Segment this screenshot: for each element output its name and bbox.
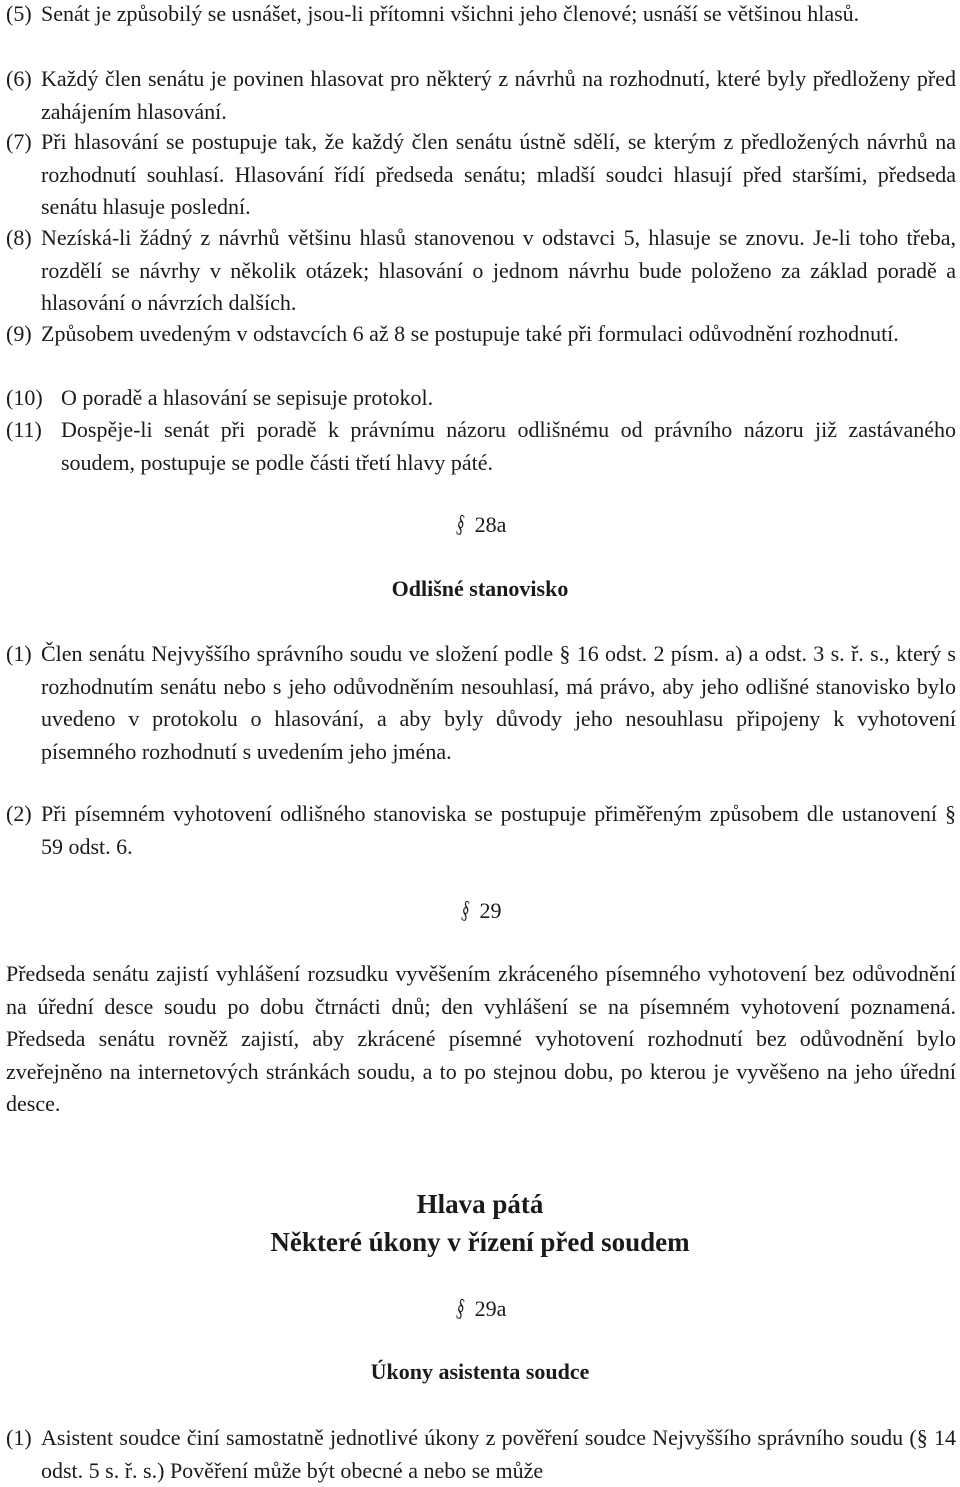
paragraph-10: [6, 382, 956, 415]
section-number: 29: [479, 898, 502, 923]
paragraph-9: [6, 318, 956, 351]
section-29a-mark: [0, 1292, 960, 1326]
paragraph-number: (10): [6, 385, 43, 410]
section-28a-paragraph-2: [6, 798, 956, 863]
section-sign: §: [455, 1291, 466, 1324]
paragraph-text: O poradě a hlasování se sepisuje protokol.: [61, 385, 434, 410]
paragraph-text: Každý člen senátu je povinen hlasovat pro některý z návrhů na rozhodnutí, které byly předloženy před zahájením hlasování.: [41, 66, 956, 124]
section-28a-mark: [0, 508, 960, 542]
section-29a-title: Úkony asistenta soudce: [370, 1359, 590, 1384]
paragraph-text: Dospěje-li senát při poradě k právnímu názoru odlišnému od právního názoru již zastávaného soudem, postupuje se podle části třetí hlavy páté.: [61, 417, 956, 475]
paragraph-number: (5): [6, 1, 32, 26]
paragraph-number: (1): [6, 1425, 32, 1450]
paragraph-number: (2): [6, 801, 32, 826]
paragraph-number: (7): [6, 129, 32, 154]
part-title: Některé úkony v řízení před soudem: [270, 1227, 690, 1257]
section-28a-title: Odlišné stanovisko: [391, 576, 569, 601]
paragraph-text: Způsobem uvedeným v odstavcích 6 až 8 se postupuje také při formulaci odůvodnění rozhodnutí.: [41, 321, 899, 346]
section-29a-paragraph-1: [6, 1422, 956, 1487]
section-number: 29a: [474, 1296, 507, 1321]
paragraph-number: (8): [6, 225, 32, 250]
paragraph-text: Asistent soudce činí samostatně jednotlivé úkony z pověření soudce Nejvyššího správního soudu (§ 14 odst. 5 s. ř. s.) Pověření může být obecné a nebo se může: [41, 1425, 956, 1483]
section-29-mark: [0, 894, 960, 928]
paragraph-7: [6, 126, 956, 224]
paragraph-number: (11): [6, 417, 42, 442]
section-29-text: Předseda senátu zajistí vyhlášení rozsudku vyvěšením zkráceného písemného vyhotovení bez odůvodnění na úřední desce soudu po dobu čtrnácti dnů; den vyhlášení se na písemném vyhotovení poznamená. Předseda senátu rovněž zajistí, aby zkrácené písemné vyhotovení rozhodnutí bez odůvodnění bylo zveřejněno na internetových stránkách soudu, a to po stejnou dobu, po kterou je vyvěšeno na jeho úřední desce.: [6, 961, 956, 1116]
paragraph-text: Při hlasování se postupuje tak, že každý člen senátu ústně sdělí, se kterým z předložených návrhů na rozhodnutí souhlasí. Hlasování řídí předseda senátu; mladší soudci hlasují před staršími, předseda senátu hlasuje poslední.: [41, 129, 956, 219]
part-heading: Hlava pátá: [416, 1189, 544, 1219]
section-number: 28a: [474, 512, 507, 537]
paragraph-text: Senát je způsobilý se usnášet, jsou-li přítomni všichni jeho členové; usnáší se většinou hlasů.: [41, 1, 860, 26]
section-sign: §: [455, 507, 466, 540]
section-28a-paragraph-1: [6, 638, 956, 768]
paragraph-number: (1): [6, 641, 32, 666]
paragraph-5: [6, 0, 956, 31]
paragraph-6: [6, 63, 956, 128]
section-sign: §: [459, 893, 471, 926]
paragraph-text: Nezíská-li žádný z návrhů většinu hlasů stanovenou v odstavci 5, hlasuje se znovu. Je-li toho třeba, rozdělí se návrhy v několik otázek; hlasování o jednom návrhu bude položeno za základ poradě a hlasování o návrzích dalších.: [41, 225, 956, 315]
paragraph-11: [6, 414, 956, 479]
paragraph-number: (9): [6, 321, 32, 346]
paragraph-text: Člen senátu Nejvyššího správního soudu ve složení podle § 16 odst. 2 písm. a) a odst. 3 s. ř. s., který s rozhodnutím senátu nebo s jeho odůvodněním nesouhlasí, má právo, aby jeho odlišné stanovisko bylo uvedeno v protokolu o hlasování, a aby byly důvody jeho nesouhlasu připojeny k vyhotovení písemného rozhodnutí s uvedením jeho jména.: [41, 641, 956, 764]
paragraph-text: Při písemném vyhotovení odlišného stanoviska se postupuje přiměřeným způsobem dle ustanovení § 59 odst. 6.: [41, 801, 956, 859]
paragraph-8: [6, 222, 956, 320]
paragraph-number: (6): [6, 66, 32, 91]
